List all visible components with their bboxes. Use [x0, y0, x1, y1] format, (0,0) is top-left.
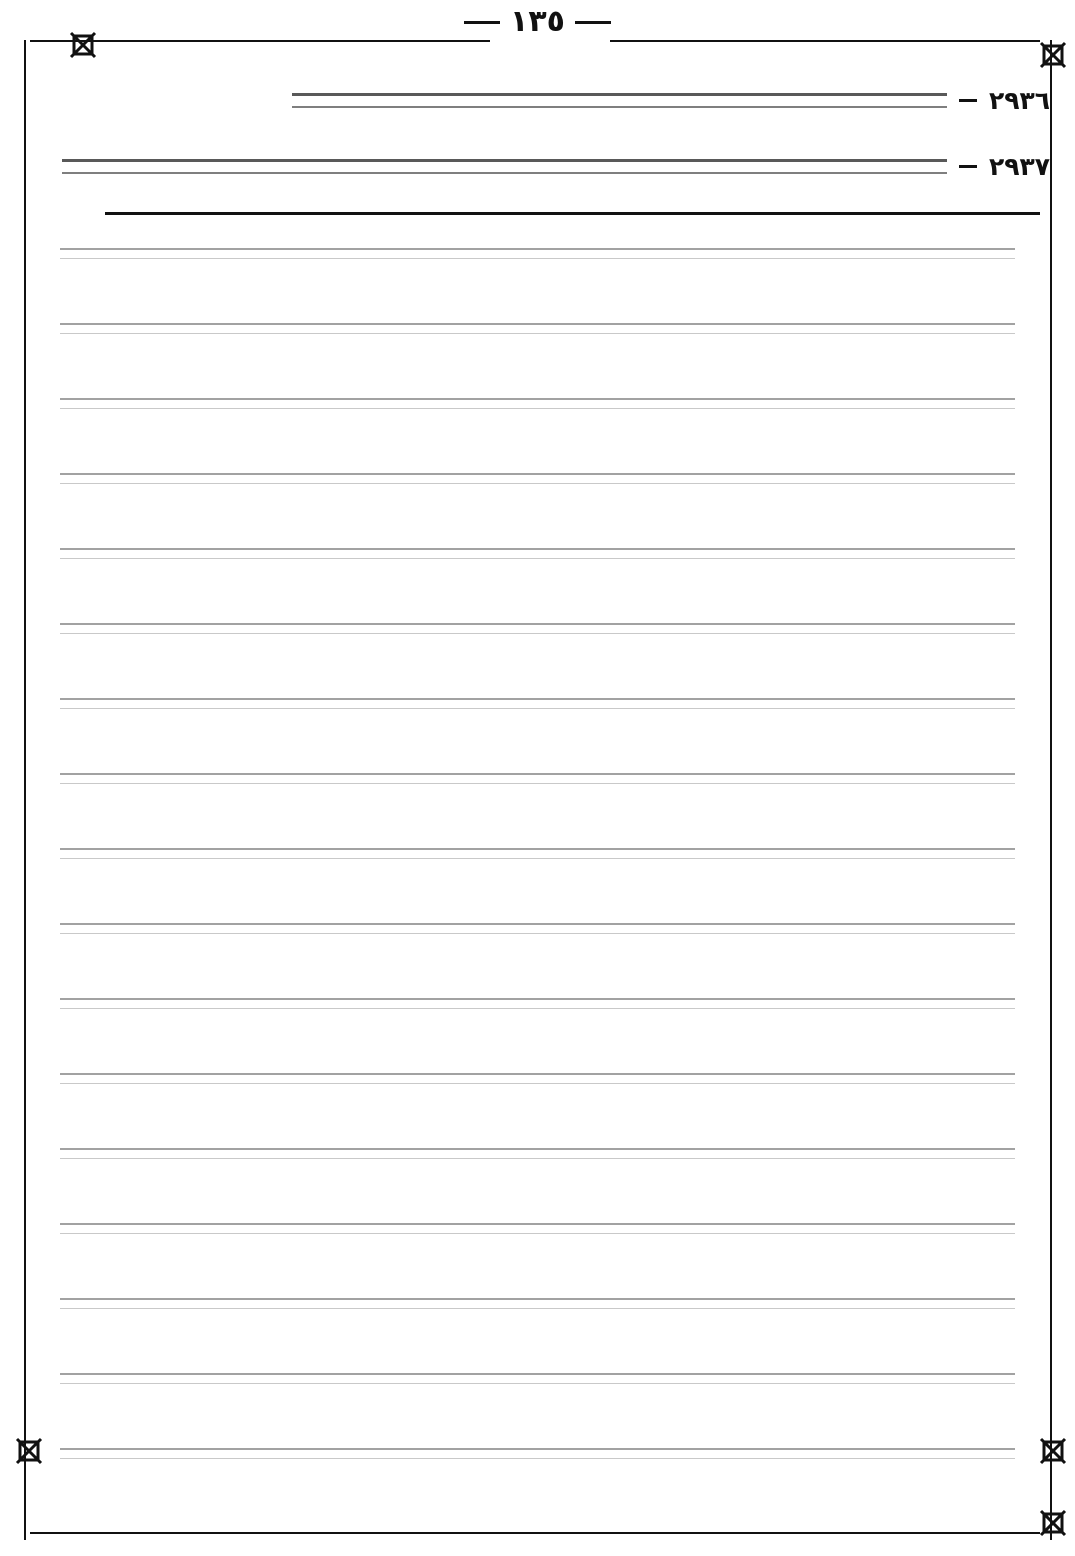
- hadith-row: [50, 80, 1050, 120]
- frame-left: [24, 40, 26, 1540]
- commentary-line-placeholder: [60, 998, 1015, 1009]
- frame-bottom-rule: [30, 1532, 1040, 1534]
- hadith-row: [50, 146, 1050, 186]
- commentary-line-placeholder: [60, 923, 1015, 934]
- ornament-icon: [14, 1436, 44, 1466]
- ornament-icon: [1038, 1508, 1068, 1538]
- ornament-icon: [68, 30, 98, 60]
- commentary-line-placeholder: [60, 248, 1015, 259]
- commentary-line-placeholder: [60, 1073, 1015, 1084]
- ornament-icon: [1038, 40, 1068, 70]
- commentary-line-placeholder: [60, 1148, 1015, 1159]
- ornament-icon: [1038, 1436, 1068, 1466]
- frame-top-rule: [610, 40, 1040, 42]
- commentary-line-placeholder: [60, 698, 1015, 709]
- frame-right: [1050, 40, 1052, 1540]
- frame-top-rule: [30, 40, 490, 42]
- hadith-number: ٢٩٣٦: [988, 85, 1050, 115]
- commentary-line-placeholder: [60, 623, 1015, 634]
- page-number: [0, 6, 1075, 38]
- commentary-line-placeholder: [60, 773, 1015, 784]
- separator-dash: [959, 99, 977, 102]
- commentary-line-placeholder: [60, 1298, 1015, 1309]
- hadith-number: ٢٩٣٧: [988, 151, 1050, 181]
- commentary-line-placeholder: [60, 398, 1015, 409]
- header-divider: [105, 212, 1040, 215]
- commentary-line-placeholder: [60, 1373, 1015, 1384]
- commentary-line-placeholder: [60, 548, 1015, 559]
- commentary-line-placeholder: [60, 1223, 1015, 1234]
- hadith-text-placeholder: [62, 159, 947, 174]
- commentary-line-placeholder: [60, 1448, 1015, 1459]
- commentary-line-placeholder: [60, 323, 1015, 334]
- page-number-text: ١٣٥: [510, 4, 565, 39]
- hadith-text-placeholder: [292, 93, 947, 108]
- commentary-line-placeholder: [60, 848, 1015, 859]
- separator-dash: [959, 165, 977, 168]
- commentary-line-placeholder: [60, 473, 1015, 484]
